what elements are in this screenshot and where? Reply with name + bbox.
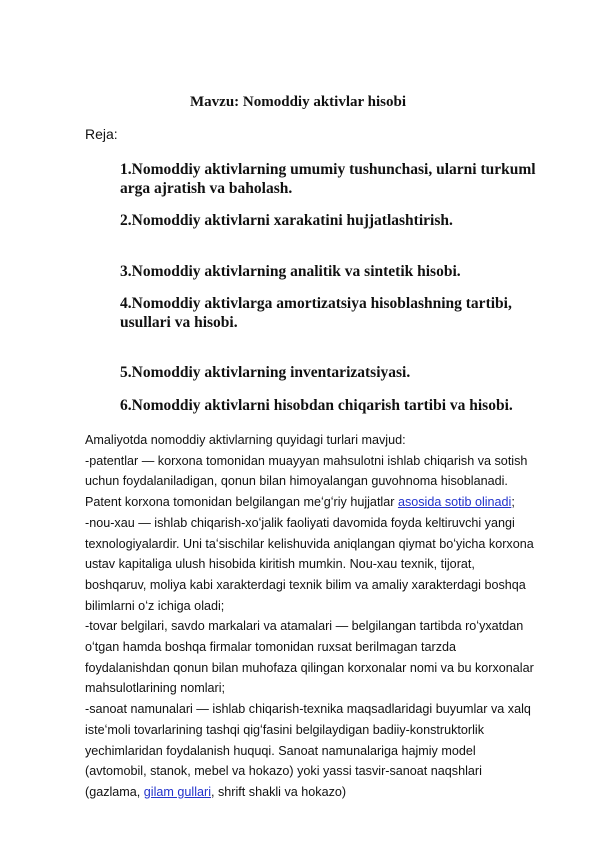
body-line: [85, 782, 555, 803]
plan-item-1: [120, 160, 560, 198]
plan-item-line: arga ajratish va baholash.: [120, 180, 293, 197]
plan-item-line: 6.Nomoddiy aktivlarni hisobdan chiqarish tartibi va hisobi.: [120, 397, 513, 414]
plan-item-line: 1.Nomoddiy aktivlarning umumiy tushunchasi, ularni turkuml: [120, 161, 536, 178]
plan-item-5: [120, 363, 560, 382]
body-line: texnologiyalardir. Uni taʻsischilar kelishuvida aniqlangan qiymat boʻyicha korxona: [85, 536, 534, 551]
plan-label: Reja:: [85, 126, 118, 142]
body-line: (avtomobil, stanok, mebel va hokazo) yoki yassi tasvir-sanoat naqshlari: [85, 764, 482, 779]
body-line: [85, 492, 555, 513]
plan-item-2: [120, 211, 560, 230]
body-line: oʻtgan hamda boshqa firmalar tomonidan ruxsat berilmagan tarzda: [85, 640, 457, 655]
body-line-text: , shrift shakli va hokazo): [211, 784, 347, 799]
inline-link[interactable]: gilam gullari: [143, 784, 211, 799]
body-line: bilimlarni oʻz ichiga oladi;: [85, 598, 225, 613]
plan-item-6: [120, 396, 560, 415]
body-line: yechimlaridan foydalanish huquqi. Sanoat namunalariga hajmiy model: [85, 743, 476, 758]
inline-link[interactable]: asosida sotib olinadi: [397, 495, 512, 510]
body-line: Amaliyotda nomoddiy aktivlarning quyidagi turlari mavjud:: [85, 433, 406, 447]
body-line: -sanoat namunalari — ishlab chiqarish-texnika maqsadlaridagi buyumlar va xalq: [85, 702, 531, 717]
body-line: isteʻmoli tovarlarining tashqi qigʻfasini belgilaydigan badiiy-konstruktorlik: [85, 722, 484, 737]
plan-item-line: usullari va hisobi.: [120, 314, 238, 331]
body-line: mahsulotlarining nomlari;: [85, 681, 225, 696]
body-line-text: ;: [511, 495, 515, 510]
body-line: ustav kapitaliga ulush hisobida kiritish mumkin. Nou-xau texnik, tijorat,: [85, 557, 475, 572]
plan-item-4: [120, 294, 560, 332]
body-line: uchun foydalaniladigan, qonun bilan himoyalangan guvohnoma hisoblanadi.: [85, 474, 508, 489]
body-line: boshqaruv, moliya kabi xarakterdagi texnik bilim va amaliy xarakterdagi boshqa: [85, 577, 526, 592]
plan-item-line: 3.Nomoddiy aktivlarning analitik va sintetik hisobi.: [120, 263, 461, 280]
body-text: [85, 430, 555, 803]
body-line-text: Patent korxona tomonidan belgilangan meʻgʻriy hujjatlar: [85, 495, 398, 510]
plan-item-line: 5.Nomoddiy aktivlarning inventarizatsiyasi.: [120, 364, 411, 381]
body-line: -tovar belgilari, savdo markalari va atamalari — belgilangan tartibda roʻyxatdan: [85, 619, 524, 634]
body-line: -patentlar — korxona tomonidan muayyan mahsulotni ishlab chiqarish va sotish: [85, 453, 528, 468]
plan-item-line: 2.Nomoddiy aktivlarni xarakatini hujjatlashtirish.: [120, 212, 453, 229]
plan-item-line: 4.Nomoddiy aktivlarga amortizatsiya hisoblashning tartibi,: [120, 295, 512, 312]
body-line: -nou-xau — ishlab chiqarish-xoʻjalik faoliyati davomida foyda keltiruvchi yangi: [85, 515, 515, 530]
document-title: Mavzu: Nomoddiy aktivlar hisobi: [190, 94, 406, 110]
plan-item-3: [120, 262, 560, 281]
body-line: foydalanishdan qonun bilan muhofaza qilingan korxonalar nomi va bu korxonalar: [85, 660, 534, 675]
body-line-text: (gazlama,: [85, 784, 144, 799]
